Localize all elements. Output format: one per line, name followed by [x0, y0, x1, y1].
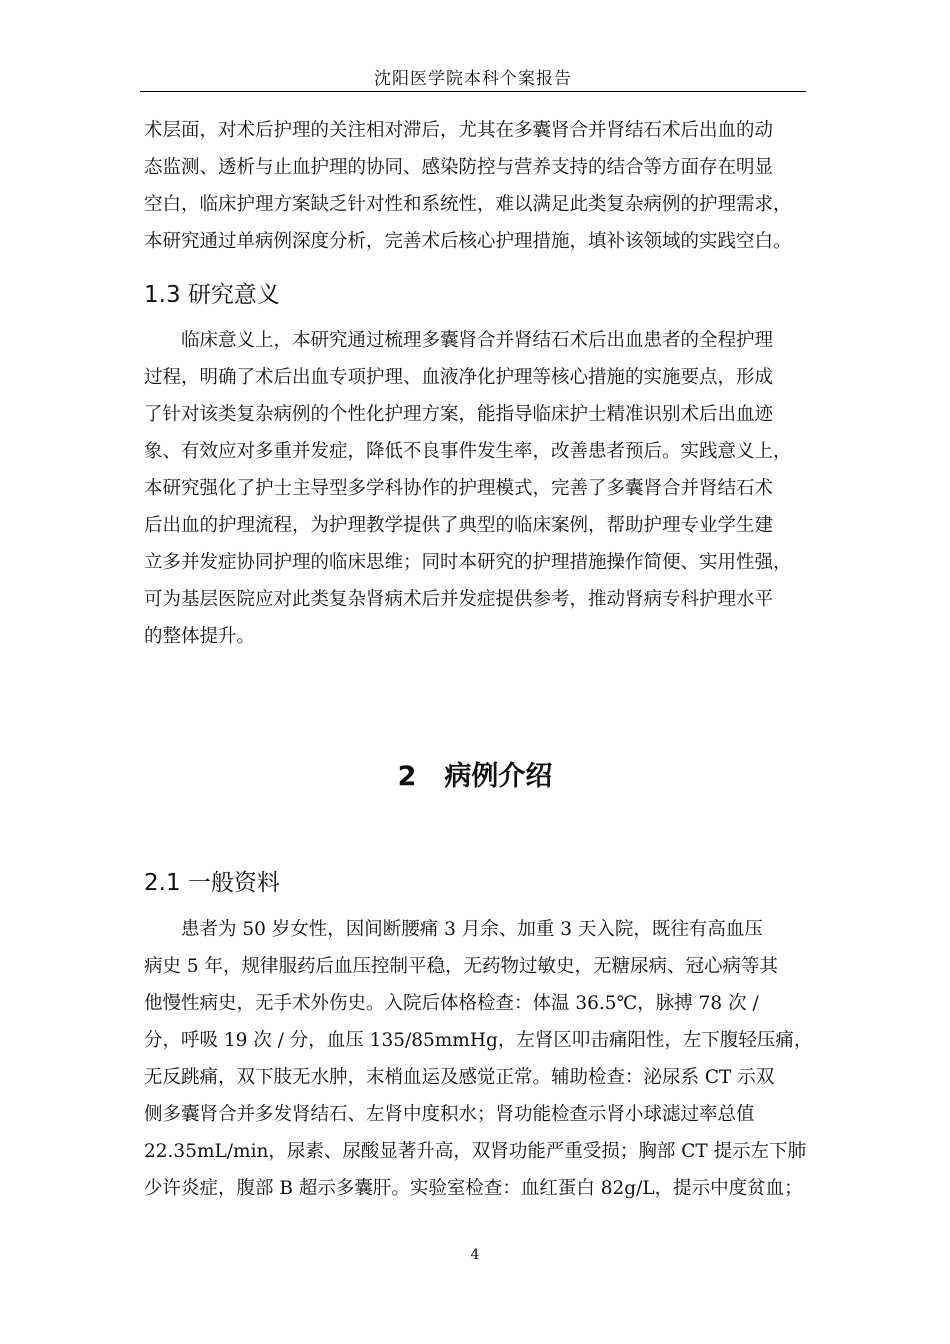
section-title: 一般资料	[187, 870, 280, 896]
text-line: 少许炎症，腹部 B 超示多囊肝。实验室检查：血红蛋白 82g/L，提示中度贫血；	[144, 1178, 803, 1199]
text-line: 了针对该类复杂病例的个性化护理方案，能指导临床护士精准识别术后出血迹	[144, 404, 774, 425]
text-line: 空白，临床护理方案缺乏针对性和系统性，难以满足此类复杂病例的护理需求，	[144, 194, 792, 215]
text-line: 本研究强化了护士主导型多学科协作的护理模式，完善了多囊肾合并肾结石术	[144, 478, 774, 499]
text-line: 侧多囊肾合并多发肾结石、左肾中度积水；肾功能检查示肾小球滤过率总值	[144, 1104, 755, 1125]
text-line: 立多并发症协同护理的临床思维；同时本研究的护理措施操作简便、实用性强，	[144, 552, 792, 573]
text-line: 患者为 50 岁女性，因间断腰痛 3 月余、加重 3 天入院，既往有高血压	[144, 919, 763, 940]
text-line: 本研究通过单病例深度分析，完善术后核心护理措施，填补该领域的实践空白。	[144, 231, 792, 252]
header-rule	[140, 91, 806, 92]
text-line: 病史 5 年，规律服药后血压控制平稳，无药物过敏史，无糖尿病、冠心病等其	[144, 956, 779, 977]
text-line: 分，呼吸 19 次 / 分，血压 135/85mmHg，左肾区叩击痛阳性，左下腹轻压痛，	[144, 1030, 813, 1051]
chapter-heading-2	[0, 754, 950, 793]
text-line: 后出血的护理流程，为护理教学提供了典型的临床案例，帮助护理专业学生建	[144, 515, 774, 536]
text-line: 22.35mL/min，尿素、尿酸显著升高，双肾功能严重受损；胸部 CT 提示左下肺	[144, 1141, 807, 1162]
text-line: 象、有效应对多重并发症，降低不良事件发生率，改善患者预后。实践意义上，	[144, 441, 792, 462]
text-line: 的整体提升。	[144, 626, 256, 647]
text-line: 无反跳痛，双下肢无水肿，末梢血运及感觉正常。辅助检查：泌尿系 CT 示双	[144, 1067, 775, 1088]
text-line: 可为基层医院应对此类复杂肾病术后并发症提供参考，推动肾病专科护理水平	[144, 589, 774, 610]
section-title: 研究意义	[187, 282, 280, 308]
section-number: 1.3	[144, 282, 181, 308]
section-number: 2.1	[144, 870, 181, 896]
text-line: 态监测、透析与止血护理的协同、感染防控与营养支持的结合等方面存在明显	[144, 157, 774, 178]
text-line: 他慢性病史，无手术外伤史。入院后体格检查：体温 36.5℃，脉搏 78 次 /	[144, 993, 759, 1014]
text-line: 临床意义上，本研究通过梳理多囊肾合并肾结石术后出血患者的全程护理	[144, 330, 774, 351]
section-heading-1-3	[144, 276, 280, 309]
chapter-number: 2	[397, 761, 417, 792]
paragraph-research-significance	[144, 322, 808, 655]
page-number: 4	[470, 1247, 480, 1263]
chapter-title: 病例介绍	[444, 761, 553, 792]
paragraph-general-information	[144, 911, 813, 1207]
text-line: 术层面，对术后护理的关注相对滞后，尤其在多囊肾合并肾结石术后出血的动	[144, 120, 774, 141]
page-header-title: 沈阳医学院本科个案报告	[374, 69, 572, 89]
section-heading-2-1	[144, 864, 280, 897]
text-line: 过程，明确了术后出血专项护理、血液净化护理等核心措施的实施要点，形成	[144, 367, 774, 388]
paragraph-background-end	[144, 112, 808, 260]
